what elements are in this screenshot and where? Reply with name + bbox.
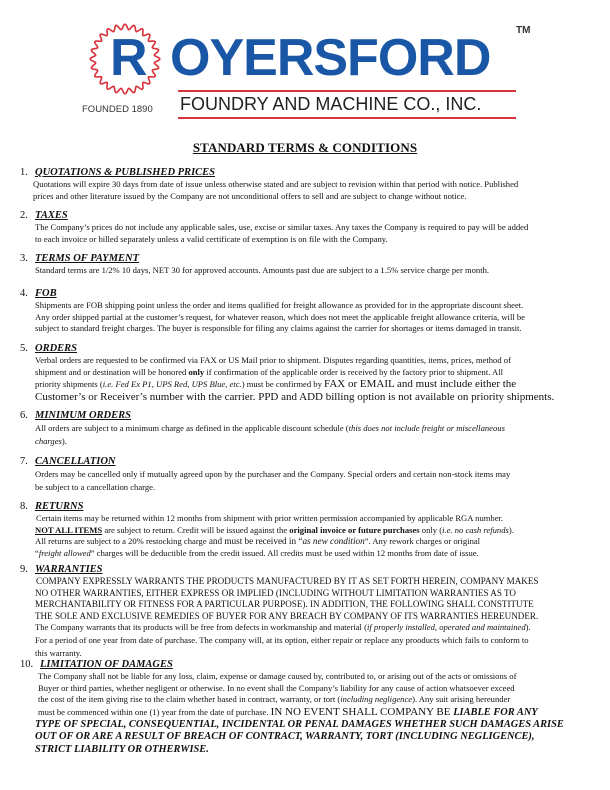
section-terms-of-payment: [20, 253, 600, 277]
text-run-large: IN NO EVENT SHALL COMPANY BE: [270, 705, 454, 718]
section-heading: RETURNS: [35, 501, 84, 512]
section-text-line: For a period of one year from date of purchase. The company will, at its option, either repair or replace any prooducts which fails to conform to: [35, 634, 529, 645]
section-number: 10.: [20, 659, 34, 670]
section-heading: CANCELLATION: [35, 456, 116, 467]
text-run-large: FAX or EMAIL and must include either the: [324, 378, 517, 390]
section-heading: ORDERS: [35, 343, 78, 354]
text-run: and must be received in “: [208, 536, 303, 546]
text-run: All returns are subject to a 20% restocking charge: [35, 536, 209, 546]
text-run: if confirmation of the applicable order is received by the factory prior to shipment. All: [204, 366, 504, 377]
section-limitation-of-damages: [20, 659, 600, 756]
section-text-line: [35, 367, 600, 379]
section-text-line: [35, 536, 600, 548]
section-heading: FOB: [35, 288, 57, 299]
company-logo: [80, 20, 540, 120]
brand-first-letter: R: [110, 29, 148, 87]
section-text-line: COMPANY EXPRESSLY WARRANTS THE PRODUCTS MANUFACTURED BY IT AS SET FORTH HEREIN, COMPANY MAKES: [36, 576, 539, 586]
section-text-line: Standard terms are 1/2% 10 days, NET 30 for approved accounts. Amounts past due are subject to a 1.5% service charge per month.: [35, 265, 490, 275]
section-text-line: The Company shall not be liable for any loss, claim, expense or damage caused by, contributed to, or arising out of the acts or omissions of: [38, 671, 517, 681]
section-number: 5.: [20, 343, 28, 354]
brand-name: OYERSFORD: [170, 32, 491, 84]
section-fob: [20, 288, 600, 335]
section-text-line: The Company’s prices do not include any applicable sales, use, excise or similar taxes. Any taxes the Company is required to pay will be added: [35, 222, 529, 232]
section-text-line: Quotations will expire 30 days from date of issue unless otherwise stated and are subject to revision within that period with notice. Published: [33, 179, 519, 189]
section-text-line: NO OTHER WARRANTIES, EITHER EXPRESS OR IMPLIED (INCLUDING WITHOUT LIMITATION WARRANTIES AS TO: [35, 587, 516, 598]
section-text-line: THE SOLE AND EXCLUSIVE REMEDIES OF BUYER FOR ANY BREACH BY COMPANY OF ITS WARRANTIES HEREUNDER.: [35, 610, 539, 621]
section-heading: LIMITATION OF DAMAGES: [40, 659, 173, 670]
logo-rule-bottom: [178, 117, 516, 119]
text-run-italic: this does not include freight or miscellaneous: [348, 423, 505, 433]
text-run-italic: i.e. no cash refunds: [442, 524, 509, 535]
section-text-line: [35, 622, 600, 634]
section-heading: TAXES: [35, 210, 68, 221]
text-run: ”. Any rework charges or original: [364, 536, 481, 546]
not-all-items-emphasis: NOT ALL ITEMS: [35, 524, 103, 535]
section-heading: WARRANTIES: [35, 564, 103, 575]
section-text-line: to each invoice or billed separately unless a valid certificate of exemption is on file with the Company.: [35, 233, 388, 244]
section-heading: TERMS OF PAYMENT: [35, 253, 140, 264]
text-run-italic: if properly installed, operated and maintained: [366, 622, 526, 633]
section-text-line: Any order shipped partial at the customer’s request, for whatever reason, which does not meet the applicable freight allowance criteria, will be: [35, 311, 525, 322]
section-number: 8.: [20, 501, 28, 512]
section-text-line: [35, 435, 600, 448]
section-cancellation: [20, 456, 600, 494]
company-subtitle: FOUNDRY AND MACHINE CO., INC.: [180, 94, 482, 114]
section-text-line: Shipments are FOB shipping point unless the order and items qualified for freight allowance as provided for in the appropriate discount sheet.: [35, 300, 524, 310]
section-text-line: subject to standard freight charges. The buyer is responsible for filing any claims against the carrier for shortages or items damaged in transit.: [35, 323, 522, 333]
text-run-bold-italic: LIABLE FOR ANY: [453, 706, 538, 718]
section-number: 4.: [20, 288, 28, 299]
logo-rule-top: [178, 90, 516, 92]
section-heading: QUOTATIONS & PUBLISHED PRICES: [35, 167, 215, 178]
text-run-italic: including negligence: [340, 694, 413, 704]
section-heading: MINIMUM ORDERS: [35, 410, 131, 421]
text-run: ). Any suit arising hereunder: [412, 694, 511, 704]
section-text-line: [35, 548, 600, 560]
liability-disclaimer-line: OUT OF OR ARE A RESULT OF BREACH OF CONTRACT, WARRANTY, TORT (INCLUDING NEGLIGENCE),: [35, 731, 535, 743]
text-run: ).: [61, 436, 67, 446]
section-text-line: [35, 525, 600, 537]
section-text-line: Certain items may be returned within 12 months from shipment with prior written permission accompanied by applicable RGA number.: [36, 513, 504, 523]
text-run: only (: [419, 524, 443, 535]
text-run-bold: original invoice or future purchases: [289, 524, 420, 535]
section-number: 3.: [20, 253, 28, 264]
liability-disclaimer-line: STRICT LIABILITY OR OTHERWISE.: [35, 743, 209, 755]
section-text-line: Verbal orders are requested to be confirmed via FAX or US Mail prior to shipment. Disputes regarding quantities, items, prices, method of: [35, 355, 511, 365]
section-text-line: Customer’s or Receiver’s number with the carrier. PPD and ADD billing option is not available on priority shipments.: [35, 391, 555, 403]
section-number: 7.: [20, 456, 28, 467]
text-run-italic: charges: [35, 436, 62, 446]
text-run: ).: [508, 524, 514, 535]
section-number: 1.: [20, 167, 28, 178]
carrier-examples: i.e. Fed Ex P1, UPS Red, UPS Blue, etc.: [102, 379, 242, 389]
text-run: The Company warrants that its products will be free from defects in workmanship and material (: [35, 622, 367, 633]
section-number: 9.: [20, 564, 28, 575]
text-run: ).: [525, 622, 531, 633]
section-number: 6.: [20, 410, 28, 421]
text-run: the cost of the item giving rise to the claim whether based in contract, warranty, or tort (: [38, 694, 341, 704]
section-text-line: [38, 706, 600, 719]
section-number: 2.: [20, 210, 28, 221]
page-title: STANDARD TERMS & CONDITIONS: [192, 140, 418, 155]
trademark-mark: TM: [516, 25, 531, 36]
text-run-italic: as new condition: [302, 536, 365, 546]
section-text-line: [38, 694, 600, 706]
text-run: “: [35, 547, 39, 558]
section-taxes: [20, 210, 600, 245]
section-text-line: [35, 422, 600, 435]
section-text-line: Orders may be cancelled only if mutually agreed upon by the purchaser and the Company. Special orders and certain non-stock items may: [35, 469, 511, 479]
emphasis-only: only: [188, 366, 205, 377]
section-text-line: this warranty.: [35, 647, 82, 658]
section-text-line: be subject to a cancellation charge.: [35, 482, 156, 492]
text-run: All orders are subject to a minimum charge as defined in the applicable discount schedule (: [35, 423, 349, 433]
founded-text: FOUNDED 1890: [82, 104, 153, 115]
section-text-line: Buyer or third parties, whether negligent or otherwise. In no event shall the Company’s liability for any cause of action whatsoever exceed: [38, 682, 515, 693]
text-run: priority shipments (: [35, 379, 103, 389]
text-run: shipment and or destination will be honored: [35, 366, 189, 377]
text-run: must be commenced within one (1) year from the date of purchase.: [38, 706, 271, 717]
liability-disclaimer-line: TYPE OF SPECIAL, CONSEQUENTIAL, INCIDENTAL OR PENAL DAMAGES WHETHER SUCH DAMAGES ARISE: [35, 718, 564, 730]
section-text-line: [35, 378, 600, 391]
section-quotations: [20, 167, 600, 202]
section-orders: [20, 343, 600, 404]
text-run: are subject to return. Credit will be issued against the: [102, 524, 290, 535]
text-run: ” charges will be deductible from the credit issued. All credits must be used within 12 months from date of issue.: [90, 547, 479, 558]
section-text-line: prices and other literature issued by the Company are not unconditional offers to sell and are subject to change without notice.: [33, 190, 467, 201]
text-run-italic: freight allowed: [38, 547, 91, 558]
text-run: ) must be confirmed by: [241, 379, 325, 389]
section-warranties: [20, 564, 600, 660]
section-returns: [20, 501, 600, 559]
section-minimum-orders: [20, 410, 600, 448]
section-text-line: MERCHANTABILITY OR FITNESS FOR A PARTICULAR PURPOSE). IN ADDITION, THE FOLLOWING SHALL CONSTITUTE: [35, 599, 534, 610]
